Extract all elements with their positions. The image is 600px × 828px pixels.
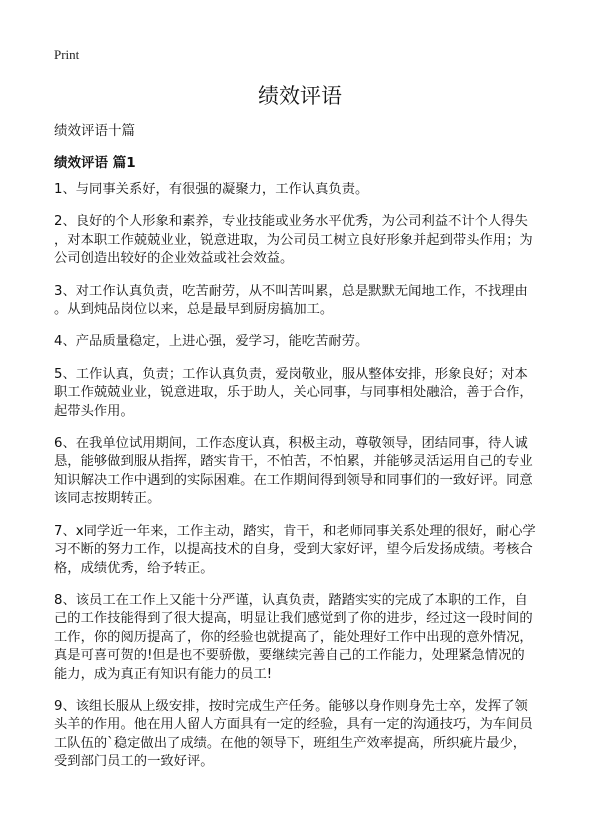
paragraph-3: [54, 283, 574, 320]
paragraph-line: 能力，成为真正有知识有能力的员工!: [54, 666, 273, 682]
paragraph-4: [54, 333, 574, 351]
paragraph-7: [54, 523, 574, 578]
paragraph-line: 。从到炖品岗位以来，总是最早到厨房搞加工。: [54, 302, 334, 318]
paragraph-line: 职工作兢兢业业，锐意进取，乐于助人，关心同事，与同事相处融洽，善于合作，: [54, 385, 533, 401]
paragraph-line: 4、产品质量稳定，上进心强，爱学习，能吃苦耐劳。: [54, 334, 369, 350]
paragraph-line: ，对本职工作兢兢业业，锐意进取，为公司员工树立良好形象并起到带头作用；为: [54, 232, 533, 248]
paragraph-2: [54, 213, 574, 268]
paragraph-line: 1、与同事关系好，有很强的凝聚力，工作认真负责。: [54, 182, 369, 197]
paragraph-9: [54, 698, 574, 772]
paragraph-line: 2、良好的个人形象和素养，专业技能或业务水平优秀，为公司利益不计个人得失: [54, 214, 528, 230]
paragraph-line: 8、该员工在工作上又能十分严谨，认真负责，踏踏实实的完成了本职的工作，自: [54, 592, 528, 608]
paragraph-line: 受到部门员工的一致好评。: [54, 754, 214, 770]
paragraph-line: 7、x同学近一年来，工作主动，踏实，肯干，和老师同事关系处理的很好，耐心学: [54, 523, 536, 539]
document-body: [54, 181, 574, 786]
paragraph-line: 公司创造出较好的企业效益或社会效益。: [54, 251, 294, 267]
paragraph-line: 该同志按期转正。: [54, 491, 161, 507]
section-heading: 绩效评语 篇1: [54, 155, 136, 171]
page-title: 绩效评语: [258, 84, 342, 108]
paragraph-line: 5、工作认真，负责；工作认真负责，爱岗敬业，服从整体安排，形象良好；对本: [54, 366, 528, 382]
document-subtitle: 绩效评语十篇: [54, 123, 135, 139]
paragraph-line: 习不断的努力工作，以提高技术的自身，受到大家好评，望今后发扬成绩。考核合: [54, 542, 533, 558]
paragraph-line: 己的工作技能得到了很大提高，明显让我们感觉到了你的进步，经过这一段时间的: [54, 611, 533, 627]
print-link[interactable]: Print: [54, 47, 80, 62]
paragraph-line: 6、在我单位试用期间，工作态度认真，积极主动，尊敬领导，团结同事，待人诚: [54, 436, 528, 452]
paragraph-8: [54, 592, 574, 684]
paragraph-line: 恳，能够做到服从指挥，踏实肯干，不怕苦，不怕累，并能够灵活运用自己的专业: [54, 454, 533, 470]
paragraph-line: 起带头作用。: [54, 403, 134, 419]
paragraph-line: 真是可喜可贺的!但是也不要骄傲，要继续完善自己的工作能力，处理紧急情况的: [54, 648, 525, 664]
paragraph-5: [54, 366, 574, 421]
paragraph-1: [54, 181, 574, 199]
paragraph-line: 3、对工作认真负责，吃苦耐劳，从不叫苦叫累，总是默默无闻地工作，不找理由: [54, 283, 528, 299]
paragraph-line: 9、该组长服从上级安排，按时完成生产任务。能够以身作则身先士卒，发挥了领: [54, 698, 528, 714]
paragraph-line: 工作，你的阅历提高了，你的经验也就提高了，能处理好工作中出现的意外情况，: [54, 629, 533, 645]
paragraph-6: [54, 435, 574, 509]
paragraph-line: 知识解决工作中遇到的实际困难。在工作期间得到领导和同事们的一致好评。同意: [54, 472, 533, 488]
paragraph-line: 头羊的作用。他在用人留人方面具有一定的经验，具有一定的沟通技巧，为车间员: [54, 717, 533, 733]
paragraph-line: 格，成绩优秀，给予转正。: [54, 560, 214, 576]
paragraph-line: 工队伍的`稳定做出了成绩。在他的领导下，班组生产效率提高，所织疵片最少，: [54, 735, 527, 751]
